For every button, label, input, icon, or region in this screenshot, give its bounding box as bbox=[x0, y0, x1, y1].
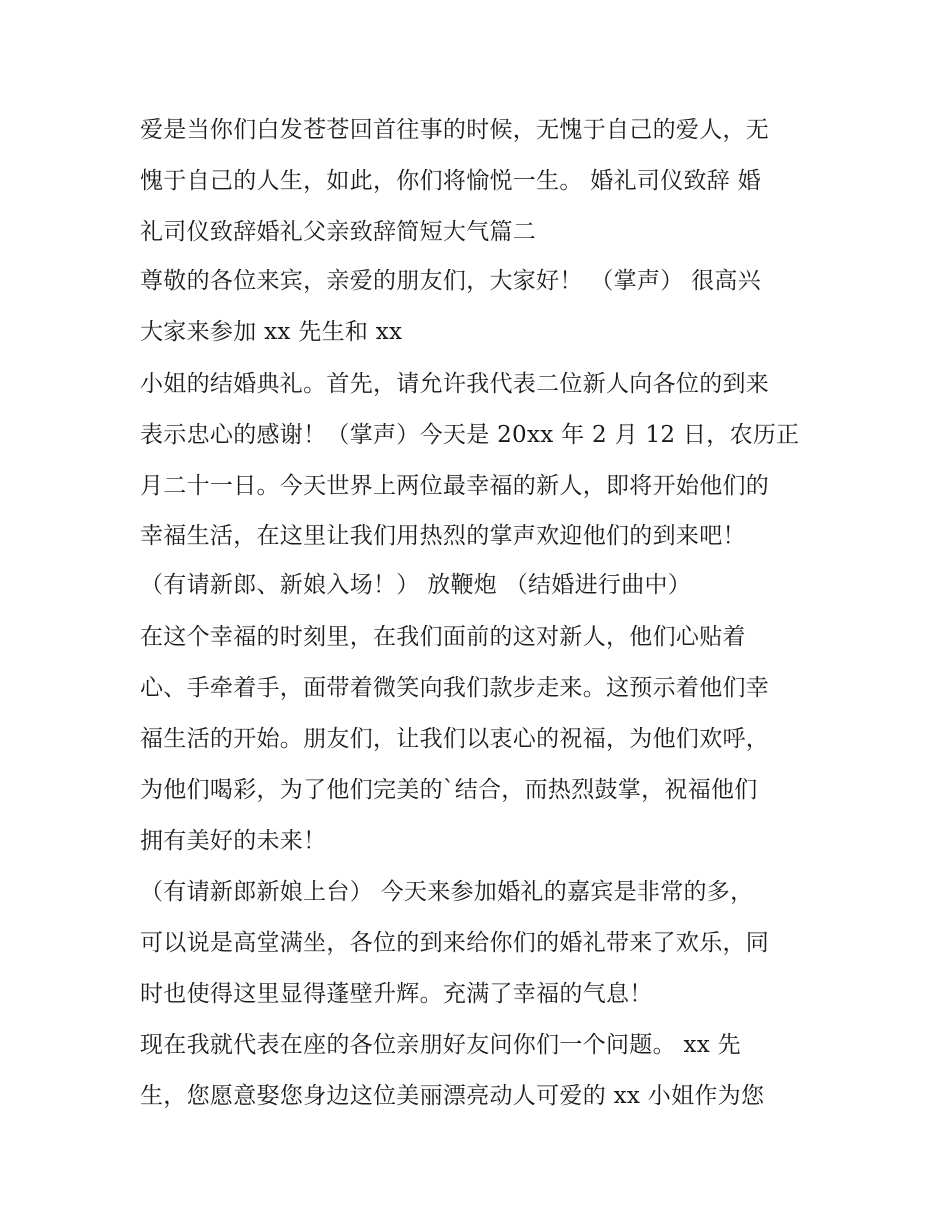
text-line: 大家来参加 xx 先生和 xx bbox=[140, 319, 403, 345]
text-line: 生，您愿意娶您身边这位美丽漂亮动人可爱的 xx 小姐作为您 bbox=[140, 1083, 765, 1109]
text-line: 愧于自己的人生，如此，你们将愉悦一生。 婚礼司仪致辞 婚 bbox=[140, 168, 762, 194]
text-line: （有请新郎新娘上台） 今天来参加婚礼的嘉宾是非常的多， bbox=[140, 879, 754, 905]
text-line: 时也使得这里显得蓬壁升辉。充满了幸福的气息！ bbox=[140, 981, 653, 1007]
text-line: 拥有美好的未来！ bbox=[140, 828, 327, 854]
text-line: 月二十一日。今天世界上两位最幸福的新人，即将开始他们的 bbox=[140, 473, 770, 499]
text-line: 表示忠心的感谢！（掌声）今天是 20xx 年 2 月 12 日，农历正 bbox=[140, 422, 800, 448]
text-line: 心、手牵着手，面带着微笑向我们款步走来。这预示着他们幸 bbox=[140, 675, 770, 701]
text-line: 小姐的结婚典礼。首先，请允许我代表二位新人向各位的到来 bbox=[140, 371, 770, 397]
text-line: 在这个幸福的时刻里，在我们面前的这对新人，他们心贴着 bbox=[140, 624, 746, 650]
text-line: 福生活的开始。朋友们，让我们以衷心的祝福，为他们欢呼， bbox=[140, 726, 770, 752]
text-line: （有请新郎、新娘入场！） 放鞭炮 （结婚进行曲中） bbox=[140, 572, 692, 598]
text-line: 可以说是高堂满坐，各位的到来给你们的婚礼带来了欢乐，同 bbox=[140, 930, 770, 956]
text-line: 礼司仪致辞婚礼父亲致辞简短大气篇二 bbox=[140, 219, 537, 245]
text-line: 为他们喝彩，为了他们完美的`结合，而热烈鼓掌，祝福他们 bbox=[140, 777, 758, 803]
text-line: 爱是当你们白发苍苍回首往事的时候，无愧于自己的爱人，无 bbox=[140, 117, 770, 143]
text-line: 幸福生活，在这里让我们用热烈的掌声欢迎他们的到来吧！ bbox=[140, 523, 746, 549]
text-line: 现在我就代表在座的各位亲朋好友问你们一个问题。 xx 先 bbox=[140, 1032, 741, 1058]
text-line: 尊敬的各位来宾，亲爱的朋友们，大家好！ （掌声） 很高兴 bbox=[140, 268, 762, 294]
